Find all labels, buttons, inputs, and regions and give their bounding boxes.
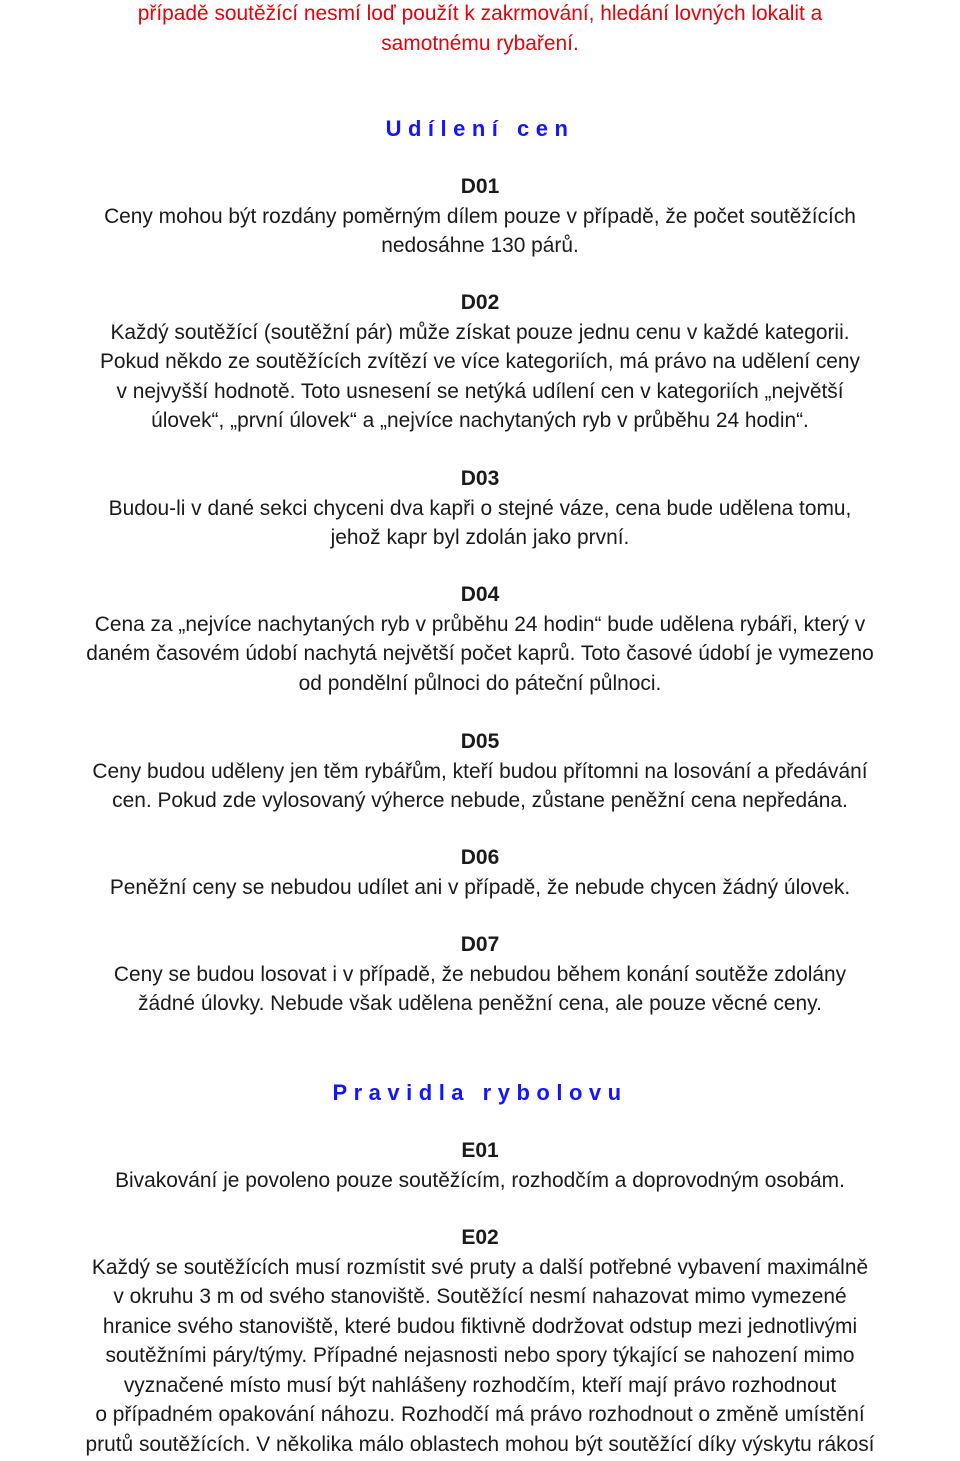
rule-line: nedosáhne 130 párů. xyxy=(381,234,579,257)
rule-line: v nejvyšší hodnotě. Toto usnesení se netýká udílení cen v kategoriích „největší xyxy=(116,379,844,403)
rule-line: od pondělní půlnoci do páteční půlnoci. xyxy=(298,671,662,695)
rule-e02 xyxy=(0,1223,960,1459)
rule-line: Ceny mohou být rozdány poměrným dílem pouze v případě, že počet soutěžících xyxy=(104,204,856,228)
rule-d03 xyxy=(0,464,960,553)
rule-line: Každý soutěžící (soutěžní pár) může získat pouze jednu cenu v každé kategorii. xyxy=(110,320,850,344)
rule-line: daném časovém údobí nachytá největší počet kaprů. Toto časové údobí je vymezeno xyxy=(86,642,874,665)
rule-code: D03 xyxy=(460,467,500,490)
rule-code: E02 xyxy=(461,1226,499,1249)
rule-line: Budou-li v dané sekci chyceni dva kapři o stejné váze, cena bude udělena tomu, xyxy=(108,496,852,520)
rule-line: Bivakování je povoleno pouze soutěžícím, rozhodčím a doprovodným osobám. xyxy=(115,1168,845,1192)
rule-d04 xyxy=(0,580,960,698)
rule-code: D02 xyxy=(460,291,500,314)
intro-paragraph xyxy=(0,0,960,58)
rule-line: žádné úlovky. Nebude však udělena peněžní cena, ale pouze věcné ceny. xyxy=(138,992,822,1015)
intro-line: samotnému rybaření. xyxy=(381,31,579,55)
rule-line: cen. Pokud zde vylosovaný výherce nebude, zůstane peněžní cena nepředána. xyxy=(112,789,848,812)
rule-line: Cena za „nejvíce nachytaných ryb v průběhu 24 hodin“ bude udělena rybáři, který v xyxy=(94,612,866,636)
rule-line: Ceny se budou losovat i v případě, že nebudou během konání soutěže zdolány xyxy=(113,962,847,986)
rule-line: hranice svého stanoviště, které budou fiktivně dodržovat odstup mezi jednotlivými xyxy=(102,1314,858,1338)
rule-code: D05 xyxy=(460,730,500,753)
intro-line: případě soutěžící nesmí loď použít k zakrmování, hledání lovných lokalit a xyxy=(137,2,823,25)
rule-line: Pokud někdo ze soutěžících zvítězí ve více kategoriích, má právo na udělení ceny xyxy=(99,350,861,373)
rule-line: Každý se soutěžících musí rozmístit své pruty a další potřebné vybavení maximálně xyxy=(91,1255,869,1279)
rule-code: D04 xyxy=(460,583,500,606)
rule-code: D06 xyxy=(460,846,500,869)
rule-line: vyznačené místo musí být nahlášeny rozhodčím, kteří mají právo rozhodnout xyxy=(123,1373,837,1397)
rule-d02 xyxy=(0,288,960,436)
rule-line: o případném opakování náhozu. Rozhodčí má právo rozhodnout o změně umístění xyxy=(95,1403,865,1426)
section-title-pravidla-rybolovu: Pravidla rybolovu xyxy=(332,1080,628,1105)
rule-line: Ceny budou uděleny jen těm rybářům, kteří budou přítomni na losování a předávání xyxy=(92,759,868,783)
rule-code: E01 xyxy=(461,1139,499,1162)
rule-line: soutěžními páry/týmy. Případné nejasnosti nebo spory týkající se nahození mimo xyxy=(105,1344,855,1367)
rule-d06 xyxy=(0,843,960,902)
rule-line: úlovek“, „první úlovek“ a „nejvíce nachytaných ryb v průběhu 24 hodin“. xyxy=(151,409,809,432)
rule-line: jehož kapr byl zdolán jako první. xyxy=(330,526,630,549)
rule-line: Peněžní ceny se nebudou udílet ani v případě, že nebude chycen žádný úlovek. xyxy=(109,875,851,899)
rule-line: v okruhu 3 m od svého stanoviště. Soutěžící nesmí nahazovat mimo vymezené xyxy=(113,1285,847,1308)
rule-d07 xyxy=(0,930,960,1019)
rule-line: prutů soutěžících. V několika málo oblastech mohou být soutěžící díky výskytu rákosí xyxy=(85,1432,875,1456)
rule-d05 xyxy=(0,727,960,816)
rule-code: D01 xyxy=(460,175,500,198)
rule-e01 xyxy=(0,1136,960,1195)
section-title-udileni-cen: Udílení cen xyxy=(385,116,575,141)
rule-d01 xyxy=(0,172,960,261)
rule-code: D07 xyxy=(460,933,500,956)
